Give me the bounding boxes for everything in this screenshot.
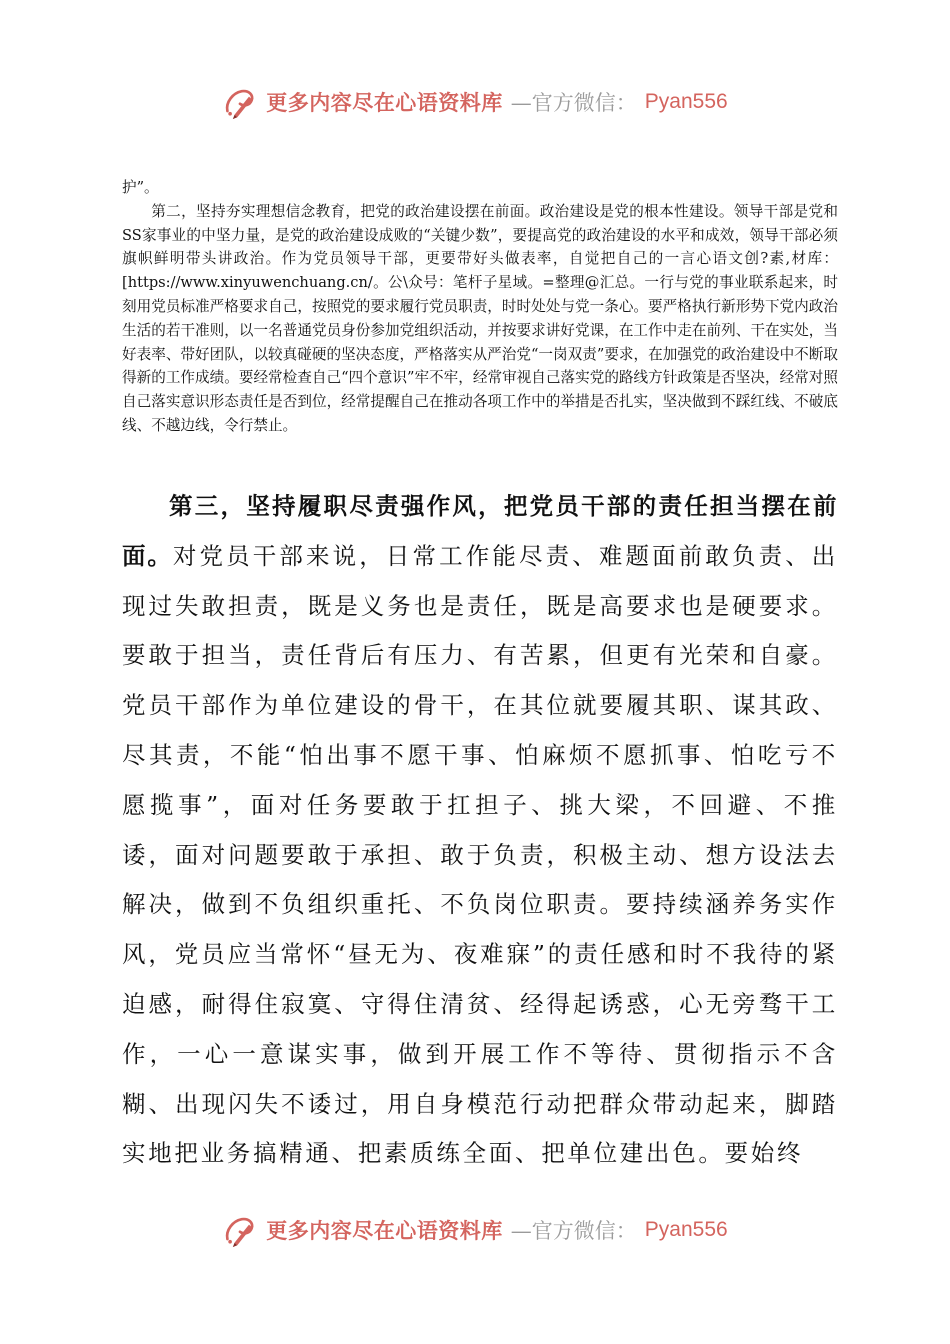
small-text-block [122, 176, 838, 438]
paragraph-body: 对党员干部来说，日常工作能尽责、难题面前敢负责、出现过失敢担责，既是义务也是责任，既是高要求也是硬要求。要敢于担当，责任背后有压力、有苦累，但更有光荣和自豪。党员干部作为单位建设的骨干，在其位就要履其职、谋其政、尽其责，不能“怕出事不愿干事、怕麻烦不愿抓事、怕吃亏不愿揽事”，面对任务要敢于扛担子、挑大梁，不回避、不推诿，面对问题要敢于承担、敢于负责，积极主动、想方设法去解决，做到不负组织重托、不负岗位职责。要持续涵养务实作风，党员应当常怀“昼无为、夜难寐”的责任感和时不我待的紧迫感，耐得住寂寞、守得住清贫、经得起诱惑，心无旁骛干工作，一心一意谋实事，做到开展工作不等待、贯彻指示不含糊、出现闪失不诿过，用自身模范行动把群众带动起来，脚踏实地把业务搞精通、把素质练全面、把单位建出色。要始终 [122, 541, 839, 1168]
paragraph-continuation: 护”。 [122, 179, 159, 196]
banner-separator: —官方微信： [510, 91, 637, 115]
paragraph-third-point [122, 482, 838, 1179]
pen-logo-icon [222, 84, 258, 120]
paragraph-lead-heading: 第三，坚持履职尽责强作风，把党员干部的责任担当摆在前面。 [122, 492, 838, 570]
pen-logo-icon [222, 1212, 258, 1248]
footer-watermark-banner [0, 1210, 950, 1250]
banner-wechat-id: Pyan556 [644, 1218, 728, 1241]
banner-wechat-id: Pyan556 [644, 90, 728, 113]
banner-title: 更多内容尽在心语资料库 [266, 90, 503, 115]
paragraph-second-point: 第二，坚持夯实理想信念教育，把党的政治建设摆在前面。政治建设是党的根本性建设。领导干部是党和SS家事业的中坚力量，是党的政治建设成败的“关键少数”，要提高党的政治建设的水平和成效，领导干部必须旗帜鲜明带头讲政治。作为党员领导干部，更要带好头做表率，自觉把自己的一言心语文创?素,材库：[https://www.xinyuwenchuang.cn/。公\众号：笔杆子星域。=整理@汇总。一行与党的事业联系起来，时刻用党员标准严格要求自己，按照党的要求履行党员职责，时时处处与党一条心。要严格执行新形势下党内政治生活的若干准则，以一名普通党员身份参加党组织活动，并按要求讲好党课，在工作中走在前列、干在实处，当好表率、带好团队，以较真碰硬的坚决态度，严格落实从严治党“一岗双责”要求，在加强党的政治建设中不断取得新的工作成绩。要经常检查自己“四个意识”牢不牢，经常审视自己落实党的路线方针政策是否坚决，经常对照自己落实意识形态责任是否到位，经常提醒自己在推动各项工作中的举措是否扎实，坚决做到不踩红线、不破底线、不越边线，令行禁止。 [122, 202, 838, 434]
banner-title: 更多内容尽在心语资料库 [266, 1218, 503, 1243]
banner-separator: —官方微信： [510, 1219, 637, 1243]
header-watermark-banner [0, 82, 950, 122]
